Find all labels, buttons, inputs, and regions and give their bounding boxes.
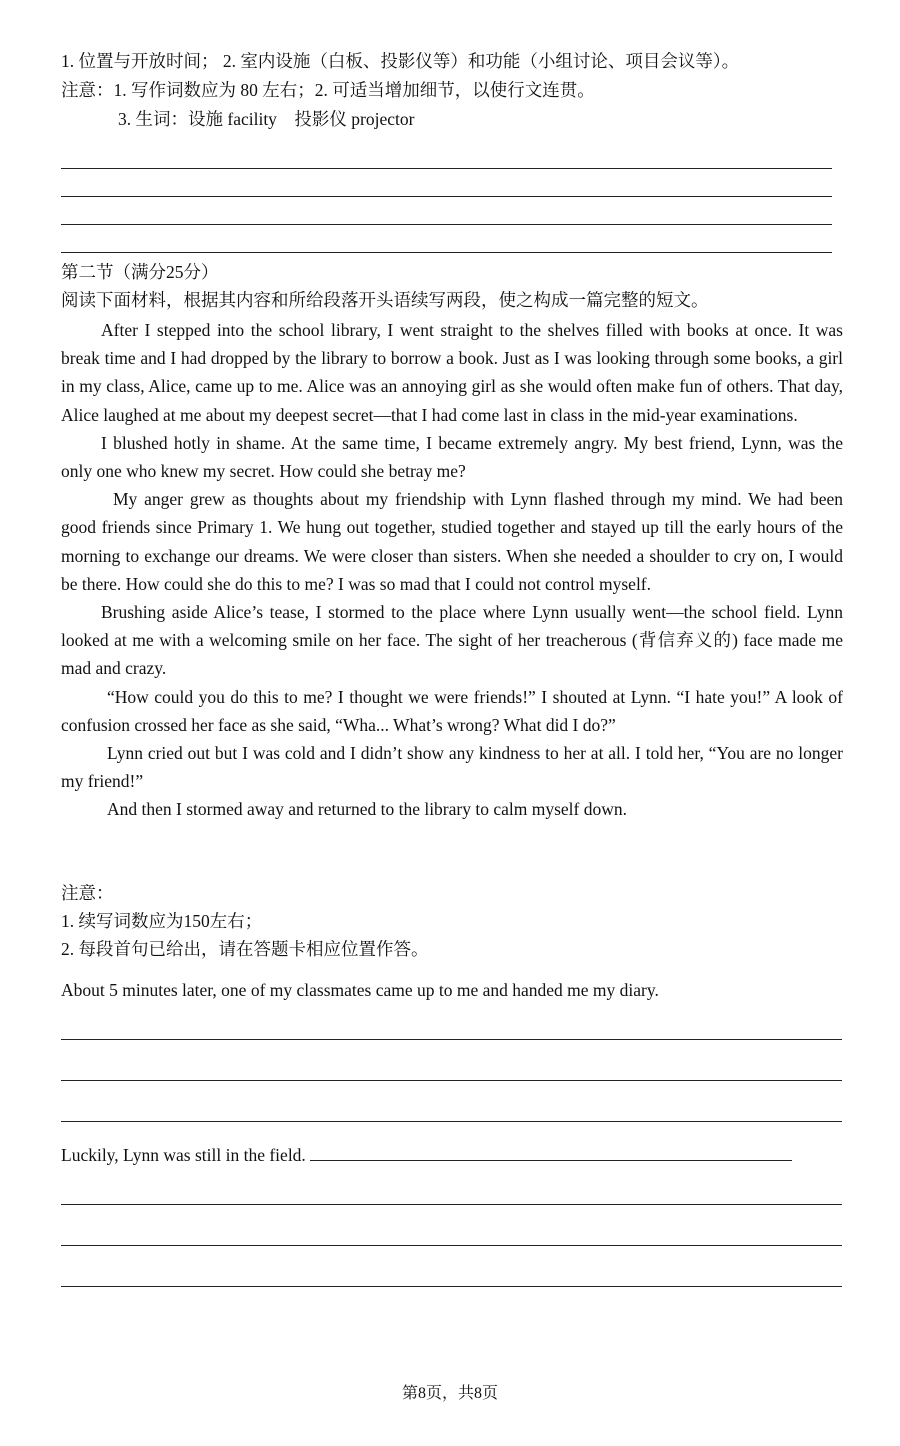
answer-line[interactable] <box>61 252 832 253</box>
passage-paragraph: Brushing aside Alice’s tease, I stormed to the place where Lynn usually went—the school field. Lynn looked at me with a welcoming smile on her face. The sight of her treacherous (背信弃义的) face made me mad and crazy. <box>61 602 843 679</box>
answer-line[interactable] <box>61 1204 842 1205</box>
notes-title: 注意： <box>61 883 114 903</box>
passage-paragraph: Lynn cried out but I was cold and I didn’t show any kindness to her at all. I told her, “You are no longer my friend!” <box>61 743 843 792</box>
answer-line[interactable] <box>61 1286 842 1287</box>
continuation-note-1: 1. 续写词数应为150左右； <box>61 911 263 931</box>
passage-paragraph: My anger grew as thoughts about my friendship with Lynn flashed through my mind. We had been good friends since Primary 1. We hung out together, studied together and stayed up till the early hours of the morning to exchange our dreams. We were closer than sisters. When she needed a shoulder to cry on, I would be there. How could she do this to me? I was so mad that I could not control myself. <box>61 489 843 594</box>
page-footer: 第8页，共8页 <box>401 1385 498 1402</box>
answer-line[interactable] <box>61 224 832 225</box>
content-points: 1. 位置与开放时间； 2. 室内设施（白板、投影仪等）和功能（小组讨论、项目会议等）。 <box>61 51 740 71</box>
answer-line[interactable] <box>61 1121 842 1122</box>
section-heading: 第二节（满分25分） <box>61 262 219 282</box>
answer-line[interactable] <box>61 1039 842 1040</box>
continuation-note-2: 2. 每段首句已给出，请在答题卡相应位置作答。 <box>61 939 429 959</box>
answer-line[interactable] <box>61 1080 842 1081</box>
passage-paragraph: I blushed hotly in shame. At the same time, I became extremely angry. My best friend, Lynn, was the only one who knew my secret. How could she betray me? <box>61 432 843 482</box>
continuation-opening-2-row <box>61 1143 792 1167</box>
reading-passage <box>61 316 843 824</box>
passage-paragraph: After I stepped into the school library, I went straight to the shelves filled with books at once. It was break time and I had dropped by the library to borrow a book. Just as I was looking through some books, a girl in my class, Alice, came up to me. Alice was an annoying girl as she would often make fun of others. That day, Alice laughed at me about my deepest secret—that I had come last in class in the mid-year examinations. <box>61 320 843 425</box>
answer-line[interactable] <box>310 1143 792 1161</box>
answer-line[interactable] <box>61 168 832 169</box>
continuation-opening-2: Luckily, Lynn was still in the field. <box>61 1145 306 1165</box>
passage-paragraph: “How could you do this to me? I thought we were friends!” I shouted at Lynn. “I hate you!” A look of confusion crossed her face as she said, “Wha... What’s wrong? What did I do?” <box>61 686 843 735</box>
answer-line[interactable] <box>61 1245 842 1246</box>
passage-paragraph: And then I stormed away and returned to the library to calm myself down. <box>107 799 627 820</box>
writing-note-1: 注意：1. 写作词数应为 80 左右；2. 可适当增加细节，以使行文连贯。 <box>61 80 595 100</box>
writing-note-2: 3. 生词：设施 facility 投影仪 projector <box>118 109 415 129</box>
continuation-opening-1: About 5 minutes later, one of my classmates came up to me and handed me my diary. <box>61 980 659 1000</box>
answer-line[interactable] <box>61 196 832 197</box>
section-instruction: 阅读下面材料，根据其内容和所给段落开头语续写两段，使之构成一篇完整的短文。 <box>61 290 709 310</box>
